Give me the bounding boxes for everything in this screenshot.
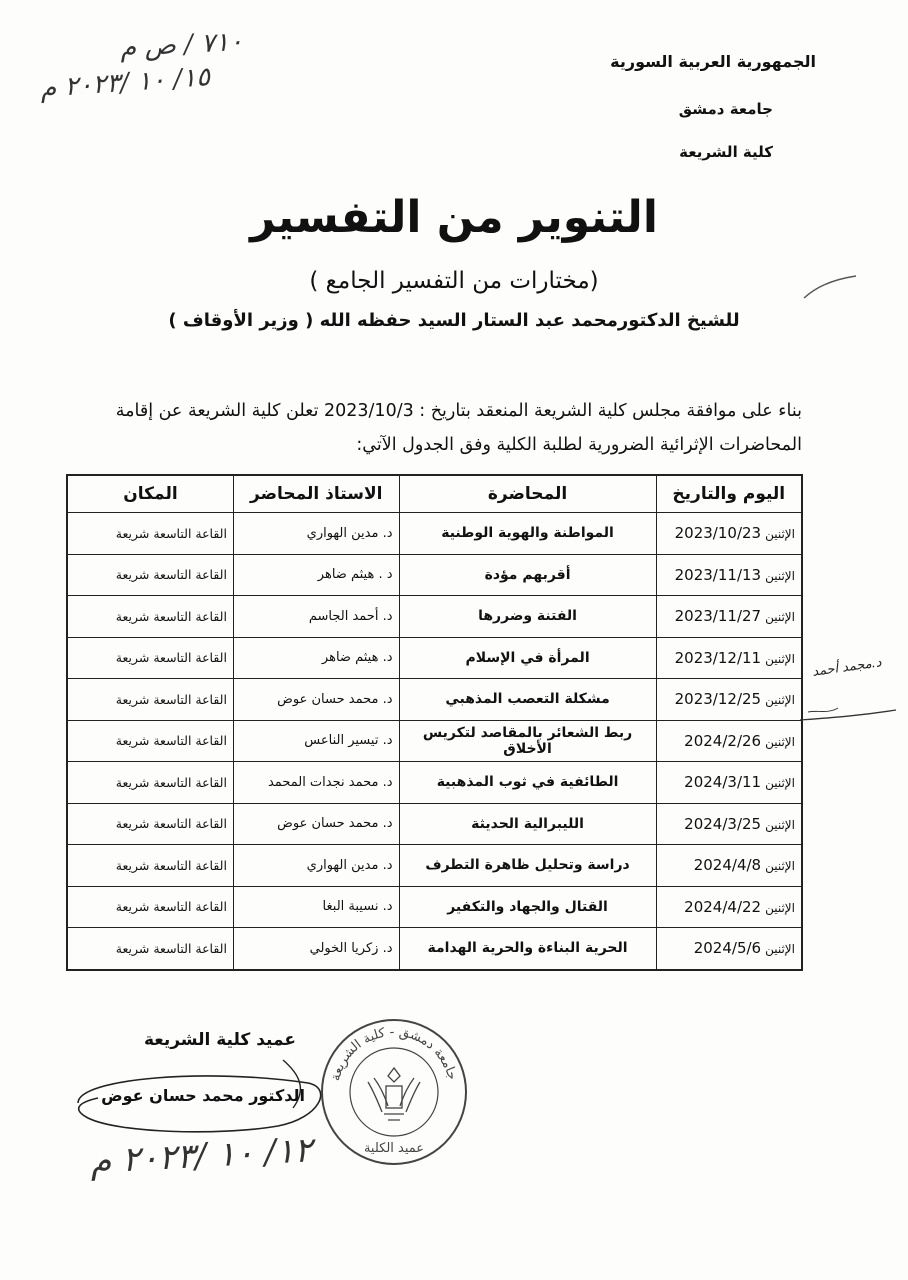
cell-lecture: الليبرالية الحديثة	[399, 803, 656, 845]
table-row	[67, 928, 802, 970]
table-row	[67, 596, 802, 638]
cell-place: القاعة التاسعة شريعة	[67, 886, 233, 928]
cell-place: القاعة التاسعة شريعة	[67, 679, 233, 721]
cell-lecture: دراسة وتحليل ظاهرة التطرف	[399, 845, 656, 887]
cell-date-value: 2023/12/11	[674, 648, 762, 667]
cell-day: الإثنين	[765, 900, 795, 915]
institution-university: جامعة دمشق	[678, 100, 773, 118]
header-professor: الاستاذ المحاضر	[233, 475, 399, 513]
cell-lecture: الطائفية في ثوب المذهبية	[399, 762, 656, 804]
cell-professor: د. زكريا الخولي	[233, 928, 399, 970]
table-row	[67, 679, 802, 721]
cell-day: الإثنين	[765, 610, 795, 625]
cell-lecture: القتال والجهاد والتكفير	[399, 886, 656, 928]
cell-date-value: 2024/4/8	[693, 856, 762, 875]
cell-professor: د. هيثم ضاهر	[233, 637, 399, 679]
cell-lecture: المرأة في الإسلام	[399, 637, 656, 679]
cell-lecture: ربط الشعائر بالمقاصد لتكريس الأخلاق	[399, 720, 656, 762]
cell-date	[656, 762, 802, 804]
margin-pen-stroke	[798, 690, 898, 730]
table-row	[67, 845, 802, 887]
cell-professor: د. محمد حسان عوض	[233, 679, 399, 721]
cell-date-value: 2023/11/27	[674, 607, 762, 626]
cell-day: الإثنين	[765, 734, 795, 749]
cell-day: الإثنين	[765, 693, 795, 708]
cell-date	[656, 554, 802, 596]
cell-day: الإثنين	[765, 817, 795, 832]
cell-professor: د . هيثم ضاهر	[233, 554, 399, 596]
table-row	[67, 720, 802, 762]
table-row	[67, 762, 802, 804]
cell-date	[656, 886, 802, 928]
cell-place: القاعة التاسعة شريعة	[67, 637, 233, 679]
cell-professor: د. نسيبة البغا	[233, 886, 399, 928]
cell-place: القاعة التاسعة شريعة	[67, 596, 233, 638]
cell-place: القاعة التاسعة شريعة	[67, 513, 233, 555]
cell-professor: د. أحمد الجاسم	[233, 596, 399, 638]
cell-date-value: 2024/5/6	[693, 939, 762, 958]
cell-place: القاعة التاسعة شريعة	[67, 928, 233, 970]
cell-date	[656, 845, 802, 887]
cell-date-value: 2024/4/22	[684, 897, 762, 916]
table-row	[67, 886, 802, 928]
institution-faculty: كلية الشريعة	[679, 143, 773, 161]
dean-name: الدكتور محمد حسان عوض	[101, 1086, 305, 1105]
cell-date	[656, 679, 802, 721]
cell-place: القاعة التاسعة شريعة	[67, 720, 233, 762]
cell-date-value: 2024/3/11	[684, 773, 762, 792]
intro-paragraph: بناء على موافقة مجلس كلية الشريعة المنعقد بتاريخ : 2023/10/3 تعلن كلية الشريعة عن إقامة المحاضرات الإثرائية الضرورية لطلبة الكلية وفق الجدول الآتي:	[115, 401, 802, 455]
cell-date-value: 2024/2/26	[684, 731, 762, 750]
document-title: التنوير من التفسير	[250, 192, 658, 243]
lectures-table	[66, 474, 803, 971]
table-row	[67, 554, 802, 596]
table-body	[67, 513, 802, 970]
cell-day: الإثنين	[765, 651, 795, 666]
cell-place: القاعة التاسعة شريعة	[67, 554, 233, 596]
lectures-table-wrapper	[66, 474, 803, 971]
table-row	[67, 803, 802, 845]
cell-date	[656, 720, 802, 762]
seal-bottom-text: عميد الكلية	[363, 1141, 425, 1156]
seal-ring-text: جامعة دمشق - كلية الشريعة	[328, 1024, 460, 1083]
document-subtitle: (مختارات من التفسير الجامع )	[309, 268, 599, 294]
cell-lecture: الفتنة وضررها	[399, 596, 656, 638]
cell-place: القاعة التاسعة شريعة	[67, 762, 233, 804]
table-header-row	[67, 475, 802, 513]
document-author: للشيخ الدكتورمحمد عبد الستار السيد حفظه الله ( وزير الأوقاف )	[168, 310, 740, 331]
cell-lecture: مشكلة التعصب المذهبي	[399, 679, 656, 721]
cell-day: الإثنين	[765, 776, 795, 791]
cell-date-value: 2023/12/25	[674, 690, 762, 709]
cell-date	[656, 513, 802, 555]
header-lecture: المحاضرة	[399, 475, 656, 513]
cell-professor: د. محمد نجدات المحمد	[233, 762, 399, 804]
cell-professor: د. محمد حسان عوض	[233, 803, 399, 845]
table-row	[67, 513, 802, 555]
cell-day: الإثنين	[765, 527, 795, 542]
handwritten-reference: ٧١٠ / ص م	[119, 26, 244, 64]
institution-country: الجمهورية العربية السورية	[610, 52, 816, 71]
table-row	[67, 637, 802, 679]
cell-lecture: المواطنة والهوية الوطنية	[399, 513, 656, 555]
handwritten-date-bottom: ١٢/ ١٠ /٢٠٢٣ م	[89, 1130, 314, 1182]
cell-day: الإثنين	[765, 568, 795, 583]
cell-date	[656, 803, 802, 845]
cell-date-value: 2023/11/13	[674, 565, 762, 584]
handwritten-margin-note: د.مجمد أحمد	[811, 655, 883, 680]
cell-lecture: الحرية البناءة والحرية الهدامة	[399, 928, 656, 970]
cell-date	[656, 637, 802, 679]
handwritten-date-top: ١٥/ ١٠ /٢٠٢٣ م	[39, 62, 212, 104]
university-seal	[318, 1016, 470, 1168]
cell-date	[656, 928, 802, 970]
cell-professor: د. مدين الهواري	[233, 845, 399, 887]
cell-date-value: 2023/10/23	[674, 524, 762, 543]
header-place: المكان	[67, 475, 233, 513]
dean-title: عميد كلية الشريعة	[143, 1030, 296, 1050]
cell-lecture: أقربهم مؤدة	[399, 554, 656, 596]
cell-place: القاعة التاسعة شريعة	[67, 845, 233, 887]
cell-professor: د. مدين الهواري	[233, 513, 399, 555]
cell-date-value: 2024/3/25	[684, 814, 762, 833]
eagle-emblem-icon	[368, 1068, 420, 1120]
header-date: اليوم والتاريخ	[656, 475, 802, 513]
cell-professor: د. تيسير الناعس	[233, 720, 399, 762]
cell-day: الإثنين	[765, 942, 795, 957]
cell-day: الإثنين	[765, 859, 795, 874]
cell-date	[656, 596, 802, 638]
cell-place: القاعة التاسعة شريعة	[67, 803, 233, 845]
